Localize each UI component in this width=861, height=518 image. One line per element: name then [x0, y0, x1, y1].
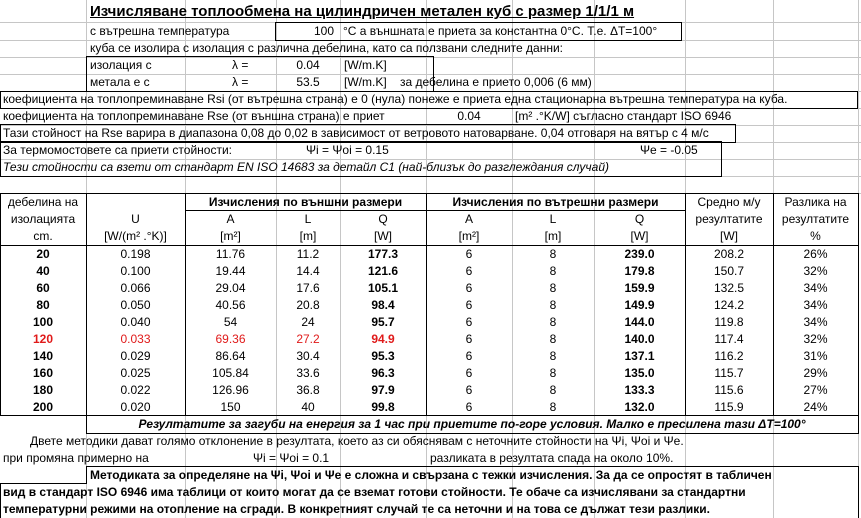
- conclusion-border: [0, 483, 86, 484]
- table-border: [185, 210, 685, 211]
- cell-avg[interactable]: 124.2: [713, 298, 745, 312]
- cell-thickness[interactable]: 200: [32, 400, 54, 414]
- cell-l-inner[interactable]: 8: [549, 315, 557, 329]
- header-diff-2: резултатите: [781, 212, 850, 226]
- cell-u[interactable]: 0.022: [120, 383, 151, 397]
- cell-thickness[interactable]: 40: [36, 264, 50, 278]
- cell-u[interactable]: 0.050: [120, 298, 151, 312]
- header-a-outer: A: [226, 212, 235, 226]
- cell-thickness[interactable]: 140: [32, 349, 54, 363]
- unit-q-outer: [W]: [374, 229, 392, 243]
- unit-a-inner: [m²]: [458, 229, 480, 243]
- cell-q-outer[interactable]: 99.8: [371, 400, 395, 414]
- rsi-note: коефициента на топлопреминаване Rsi (от вътрешна страна) е 0 (нула) понеже е приета една стационарна вътрешна температура на куба.: [3, 92, 788, 106]
- cell-a-inner[interactable]: 6: [465, 298, 473, 312]
- lambda-metal-value[interactable]: 53.5: [296, 75, 320, 89]
- cell-a-outer[interactable]: 86.64: [215, 349, 246, 363]
- result-note: Резултатите за загуби на енергия за 1 час при приетите по-горе условия. Малко е пресилена тази ΔT=100°: [138, 417, 806, 431]
- header-thickness-2: изолацията: [10, 212, 76, 226]
- cell-diff[interactable]: 24%: [803, 400, 828, 414]
- cell-avg[interactable]: 116.2: [714, 349, 744, 363]
- lambda-insulation-symbol: λ =: [232, 58, 249, 72]
- cell-a-inner[interactable]: 6: [465, 349, 473, 363]
- result-note-box: [86, 415, 859, 434]
- cell-q-outer[interactable]: 98.4: [371, 298, 395, 312]
- cell-thickness[interactable]: 100: [32, 315, 54, 329]
- cell-l-inner[interactable]: 8: [549, 264, 557, 278]
- cell-thickness[interactable]: 80: [36, 298, 50, 312]
- cell-avg[interactable]: 117.4: [714, 332, 744, 346]
- lambda-insulation-label: изолация с: [90, 58, 152, 72]
- inner-temp-label: с вътрешна температура: [90, 24, 230, 38]
- table-border: [0, 193, 858, 194]
- cell-avg[interactable]: 115.7: [714, 366, 744, 380]
- psi-i-value[interactable]: Ψi = Ψoi = 0.15: [306, 143, 389, 157]
- cell-a-inner[interactable]: 6: [465, 315, 473, 329]
- cell-q-inner[interactable]: 135.0: [624, 366, 655, 380]
- unit-l-outer: [m]: [299, 229, 317, 243]
- cell-avg[interactable]: 115.6: [714, 383, 744, 397]
- cell-avg[interactable]: 115.9: [714, 400, 744, 414]
- rsi-box: [0, 91, 858, 109]
- change-label: при промяна примерно на: [3, 451, 149, 465]
- cell-l-inner[interactable]: 8: [549, 332, 557, 346]
- cell-diff[interactable]: 32%: [803, 264, 828, 278]
- table-border: [773, 193, 774, 416]
- cell-thickness[interactable]: 180: [32, 383, 54, 397]
- cell-diff[interactable]: 29%: [803, 366, 828, 380]
- change-text: разликата в резултата спада на около 10%.: [430, 451, 674, 465]
- cell-l-outer[interactable]: 40: [301, 400, 315, 414]
- cell-a-inner[interactable]: 6: [465, 366, 473, 380]
- cell-a-outer[interactable]: 69.36: [215, 332, 246, 346]
- cell-a-inner[interactable]: 6: [465, 383, 473, 397]
- header-outer-group: Изчисления по външни размери: [208, 195, 403, 209]
- cell-l-outer[interactable]: 14.4: [296, 264, 320, 278]
- unit-l-inner: [m]: [544, 229, 562, 243]
- cell-l-outer[interactable]: 11.2: [296, 247, 320, 261]
- cell-a-inner[interactable]: 6: [465, 281, 473, 295]
- cell-q-outer[interactable]: 177.3: [367, 247, 399, 261]
- cell-l-inner[interactable]: 8: [549, 400, 557, 414]
- cell-a-outer[interactable]: 150: [220, 400, 241, 414]
- cell-u[interactable]: 0.198: [120, 247, 151, 261]
- header-u: U: [131, 212, 140, 226]
- inner-temp-value[interactable]: 100: [313, 24, 334, 38]
- rse-value[interactable]: 0.04: [457, 109, 481, 123]
- cell-q-outer[interactable]: 121.6: [367, 264, 399, 278]
- cell-l-outer[interactable]: 30.4: [296, 349, 320, 363]
- cell-thickness[interactable]: 120: [32, 332, 54, 346]
- cell-q-outer[interactable]: 95.3: [371, 349, 395, 363]
- cell-avg[interactable]: 150.7: [713, 264, 745, 278]
- header-q-inner: Q: [634, 212, 645, 226]
- cell-q-inner[interactable]: 137.1: [624, 349, 655, 363]
- cell-a-inner[interactable]: 6: [465, 332, 473, 346]
- cell-thickness[interactable]: 20: [36, 247, 50, 261]
- cell-q-inner[interactable]: 179.8: [624, 264, 655, 278]
- cell-u[interactable]: 0.020: [120, 400, 151, 414]
- table-border: [426, 193, 427, 416]
- cell-u[interactable]: 0.040: [120, 315, 151, 329]
- cell-u[interactable]: 0.033: [120, 332, 151, 346]
- lambda-box: [86, 56, 434, 92]
- cell-q-outer[interactable]: 97.9: [371, 383, 395, 397]
- header-l-outer: L: [304, 212, 312, 226]
- cell-avg[interactable]: 132.5: [713, 281, 745, 295]
- header-avg-3: [W]: [720, 229, 738, 243]
- unit-a-outer: [m²]: [220, 229, 241, 243]
- table-border: [86, 193, 87, 416]
- cell-q-inner[interactable]: 132.0: [624, 400, 655, 414]
- conclusion-line-1: Методиката за определяне на Ψi, Ψoi и Ψe е сложна и свързана с тежки изчисления. За да се опростят в табличен: [90, 468, 772, 482]
- conclusion-border: [0, 483, 1, 518]
- cell-l-inner[interactable]: 8: [549, 366, 557, 380]
- cell-thickness[interactable]: 60: [36, 281, 50, 295]
- cell-q-outer[interactable]: 105.1: [367, 281, 399, 295]
- table-border: [0, 193, 1, 416]
- cell-a-inner[interactable]: 6: [465, 247, 473, 261]
- header-thickness-3: cm.: [33, 229, 53, 243]
- rse-note: [m² .°K/W] съгласно стандарт ISO 6946: [515, 109, 732, 123]
- cell-q-inner[interactable]: 133.3: [624, 383, 655, 397]
- header-thickness-1: дебелина на: [7, 195, 79, 209]
- lambda-metal-symbol: λ =: [232, 75, 249, 89]
- cell-l-inner[interactable]: 8: [549, 349, 557, 363]
- cell-a-outer[interactable]: 29.04: [215, 281, 246, 295]
- lambda-metal-label: метала е с: [90, 75, 150, 89]
- unit-q-inner: [W]: [630, 229, 649, 243]
- cell-u[interactable]: 0.029: [120, 349, 151, 363]
- rse-label: коефициента на топлопреминаване Rse (от външна страна) е приет: [3, 109, 385, 123]
- cell-u[interactable]: 0.066: [120, 281, 151, 295]
- source-note: Тези стойности са взети от стандарт EN ISO 14683 за детайл С1 (най-близък до разглеждания случай): [3, 160, 609, 174]
- cell-diff[interactable]: 32%: [803, 332, 828, 346]
- table-border: [685, 193, 686, 416]
- lambda-insulation-value[interactable]: 0.04: [296, 58, 320, 72]
- lambda-metal-note: за дебелина е прието 0,006 (6 мм): [400, 75, 592, 89]
- cell-diff[interactable]: 26%: [803, 247, 828, 261]
- cell-l-outer[interactable]: 36.8: [296, 383, 320, 397]
- cell-l-outer[interactable]: 27.2: [296, 332, 320, 346]
- cell-diff[interactable]: 34%: [803, 315, 828, 329]
- cell-q-inner[interactable]: 239.0: [624, 247, 655, 261]
- header-inner-group: Изчисления по вътрешни размери: [452, 195, 659, 209]
- cell-thickness[interactable]: 160: [32, 366, 54, 380]
- table-border: [0, 245, 858, 246]
- cell-avg[interactable]: 208.2: [713, 247, 745, 261]
- cell-diff[interactable]: 34%: [803, 281, 828, 295]
- cell-q-inner[interactable]: 140.0: [624, 332, 655, 346]
- cell-diff[interactable]: 27%: [803, 383, 828, 397]
- cell-l-outer[interactable]: 17.6: [296, 281, 320, 295]
- header-u-unit: [W/(m² .°K)]: [104, 229, 167, 243]
- cell-u[interactable]: 0.025: [120, 366, 151, 380]
- header-l-inner: L: [549, 212, 557, 226]
- deviation-note: Двете методики дават голямо отклонение в резултата, което аз си обяснявам с неточните стойности на Ψi, Ψoi и Ψe.: [30, 434, 684, 448]
- cell-u[interactable]: 0.100: [120, 264, 151, 278]
- cell-a-outer[interactable]: 19.44: [215, 264, 246, 278]
- thermos-box: [0, 141, 722, 177]
- cell-l-outer[interactable]: 20.8: [296, 298, 320, 312]
- lambda-insulation-unit: [W/m.K]: [344, 58, 387, 72]
- cell-a-inner[interactable]: 6: [465, 400, 473, 414]
- cell-q-outer[interactable]: 94.9: [371, 332, 395, 346]
- lambda-metal-unit: [W/m.K]: [344, 75, 387, 89]
- change-value[interactable]: Ψi = Ψoi = 0.1: [253, 451, 330, 465]
- inner-temp-box: [275, 22, 682, 41]
- cell-a-outer[interactable]: 105.84: [212, 366, 249, 380]
- cell-a-outer[interactable]: 54: [223, 315, 238, 329]
- header-diff-1: Разлика на: [784, 195, 847, 209]
- cell-l-inner[interactable]: 8: [549, 281, 557, 295]
- header-a-inner: A: [464, 212, 473, 226]
- header-avg-1: Средно м/у: [697, 195, 761, 209]
- page-title: Изчисляване топлообмена на цилиндричен метален куб с размер 1/1/1 м: [90, 3, 635, 20]
- header-diff-3: %: [810, 229, 821, 243]
- header-q-outer: Q: [378, 212, 388, 226]
- cell-q-inner[interactable]: 149.9: [624, 298, 655, 312]
- cell-l-inner[interactable]: 8: [549, 298, 557, 312]
- inner-temp-note: °C а външната е приета за константна 0°C. Т.е. ΔT=100°: [343, 24, 658, 38]
- conclusion-border: [86, 466, 859, 467]
- cell-a-outer[interactable]: 40.56: [215, 298, 246, 312]
- cell-a-outer[interactable]: 11.76: [215, 247, 246, 261]
- conclusion-line-3: температурни режими на отопление на сгради. В конкретният случай те са неточни и на това се дължат тези разлики.: [3, 502, 710, 516]
- cell-q-outer[interactable]: 95.7: [371, 315, 395, 329]
- conclusion-border: [86, 466, 87, 484]
- cell-diff[interactable]: 31%: [803, 349, 828, 363]
- cell-q-inner[interactable]: 159.9: [624, 281, 655, 295]
- table-border: [858, 193, 859, 416]
- cell-l-outer[interactable]: 24: [301, 315, 315, 329]
- cell-diff[interactable]: 34%: [803, 298, 828, 312]
- cell-a-inner[interactable]: 6: [465, 264, 473, 278]
- cell-avg[interactable]: 119.8: [714, 315, 744, 329]
- table-border: [185, 193, 186, 416]
- cell-q-outer[interactable]: 96.3: [371, 366, 395, 380]
- header-avg-2: резултатите: [695, 212, 763, 226]
- conclusion-line-2: вид в стандарт ISO 6946 има таблици от които могат да се вземат готови стойности. Те обаче са изчислявани за стандартни: [3, 485, 746, 499]
- cell-l-inner[interactable]: 8: [549, 383, 557, 397]
- cell-a-outer[interactable]: 126.96: [212, 383, 249, 397]
- cell-q-inner[interactable]: 144.0: [624, 315, 655, 329]
- psi-e-value[interactable]: Ψe = -0.05: [640, 143, 698, 157]
- insulation-intro: куба се изолира с изолация с различна дебелина, като са ползвани следните данни:: [90, 41, 564, 55]
- conclusion-border: [858, 466, 859, 518]
- cell-l-outer[interactable]: 33.6: [296, 366, 320, 380]
- thermos-label: За термомостовете са приети стойности:: [3, 143, 232, 157]
- cell-l-inner[interactable]: 8: [549, 247, 557, 261]
- rse-variation-note: Тази стойност на Rse варира в диапазона 0,08 до 0,02 в зависимост от ветровото натоварване. 0,04 отговаря на вятър с 4 м/с: [3, 126, 709, 140]
